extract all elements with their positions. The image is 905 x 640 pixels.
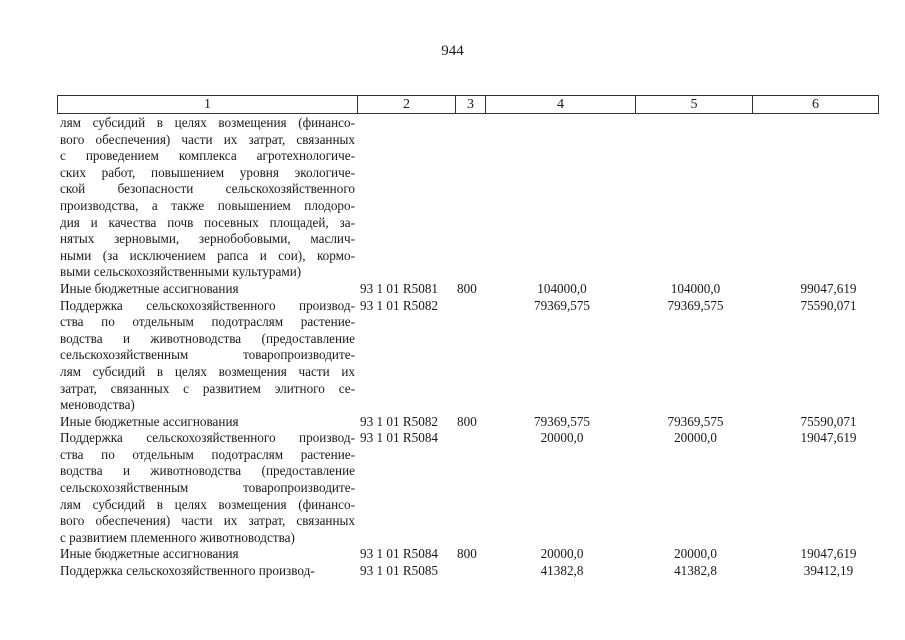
row-name-line: Иные бюджетные ассигнования — [60, 546, 239, 562]
row-name — [57, 298, 355, 414]
row-name-line: Иные бюджетные ассигнования — [60, 413, 239, 429]
row-value-col4: 104000,0 — [537, 280, 587, 296]
row-code: 93 1 01 R5085 — [360, 563, 439, 579]
row-code: 93 1 01 R5081 — [360, 280, 439, 296]
row-name-line: Иные бюджетные ассигнования — [60, 280, 239, 296]
row-expense-type: 800 — [457, 413, 477, 429]
row-name-line: ными (за исключением рапса и сои), кормо- — [60, 247, 355, 263]
row-code: 93 1 01 R5082 — [360, 413, 439, 429]
row-name-line: нятых зерновыми, зернобобовыми, маслич- — [60, 231, 355, 247]
row-value-col4: 20000,0 — [540, 546, 584, 562]
row-name-line: Поддержка сельскохозяйственного производ- — [60, 297, 355, 313]
row-value-col4: 79369,575 — [533, 297, 591, 313]
row-value-col4: 79369,575 — [533, 413, 591, 429]
row-value-col5: 79369,575 — [667, 297, 724, 313]
row-name-line: выми сельскохозяйственными культурами) — [60, 264, 302, 280]
table-header — [57, 95, 879, 114]
row-name-line: ских работ, повышением уровня экологиче- — [60, 164, 355, 180]
table-body — [57, 115, 879, 580]
row-value-col6: 99047,619 — [800, 280, 857, 296]
row-name-line: Поддержка сельскохозяйственного производ- — [60, 430, 355, 446]
row-value-col6: 75590,071 — [800, 297, 857, 313]
header-col-6: 6 — [812, 97, 819, 112]
table-row — [57, 115, 879, 281]
row-value-col5: 41382,8 — [674, 563, 717, 579]
row-name-line: ской безопасности сельскохозяйственного — [60, 181, 355, 197]
row-name — [57, 546, 355, 563]
row-value-col5: 104000,0 — [670, 280, 721, 296]
row-value-col6 — [754, 115, 879, 281]
row-name — [57, 563, 355, 580]
row-name-line: ства по отдельным подотраслям растение- — [60, 314, 355, 330]
row-code: 93 1 01 R5084 — [360, 430, 439, 446]
row-expense-type — [455, 115, 487, 281]
table-row — [57, 430, 879, 546]
row-value-col4 — [487, 115, 637, 281]
row-value-col5: 20000,0 — [674, 430, 717, 446]
row-expense-type: 800 — [457, 546, 477, 562]
row-name — [57, 430, 355, 546]
row-value-col6: 19047,619 — [800, 546, 857, 562]
row-value-col4: 20000,0 — [540, 430, 584, 446]
row-name-line: с развитием племенного животноводства) — [60, 529, 295, 545]
row-name-line: с проведением комплекса агротехнологиче- — [60, 148, 355, 164]
row-value-col4: 41382,8 — [540, 563, 584, 579]
table-row — [57, 546, 879, 563]
row-name-line: вого обеспечения) части их затрат, связанных — [60, 131, 355, 147]
header-col-2: 2 — [358, 96, 456, 113]
row-name-line: водства и животноводства (предоставление — [60, 330, 355, 346]
table-row — [57, 563, 879, 580]
row-name — [57, 281, 355, 298]
row-name-line: производства, а также повышением плодоро- — [60, 197, 355, 213]
row-value-col5 — [637, 115, 754, 281]
table-row — [57, 414, 879, 431]
row-name-line: водства и животноводства (предоставление — [60, 463, 355, 479]
header-col-5: 5 — [636, 96, 753, 113]
row-code: 93 1 01 R5084 — [360, 546, 439, 562]
row-name-line: ства по отдельным подотраслям растение- — [60, 446, 355, 462]
row-name-line: меноводства) — [60, 397, 135, 413]
row-name-line: лям субсидий в целях возмещения части их — [60, 363, 355, 379]
row-name-line: лям субсидий в целях возмещения (финансо- — [60, 496, 355, 512]
row-name-line: лям субсидий в целях возмещения (финансо- — [60, 115, 355, 130]
row-value-col5: 20000,0 — [674, 546, 717, 562]
row-expense-type — [455, 563, 487, 580]
row-name-line: сельскохозяйственным товаропроизводите- — [60, 480, 355, 496]
row-name-line: Поддержка сельскохозяйственного производ- — [60, 563, 315, 579]
row-value-col5: 79369,575 — [667, 413, 724, 429]
row-name-line: вого обеспечения) части их затрат, связанных — [60, 513, 355, 529]
row-name-line: сельскохозяйственным товаропроизводите- — [60, 347, 355, 363]
row-name — [57, 414, 355, 431]
row-value-col6: 75590,071 — [800, 413, 857, 429]
row-expense-type — [455, 298, 487, 414]
header-col-4: 4 — [486, 96, 636, 113]
row-code: 93 1 01 R5082 — [360, 297, 439, 313]
row-value-col6: 19047,619 — [800, 430, 857, 446]
table-row — [57, 281, 879, 298]
row-name — [57, 115, 355, 281]
row-expense-type: 800 — [457, 280, 477, 296]
header-col-1: 1 — [58, 96, 358, 113]
row-value-col6: 39412,19 — [803, 563, 854, 579]
page-number: 944 — [441, 43, 464, 59]
row-code — [355, 115, 455, 281]
row-expense-type — [455, 430, 487, 546]
row-name-line: затрат, связанных с развитием элитного се- — [60, 380, 355, 396]
header-col-3: 3 — [456, 96, 486, 113]
table-row — [57, 298, 879, 414]
row-name-line: дия и качества почв посевных площадей, за- — [60, 214, 355, 230]
